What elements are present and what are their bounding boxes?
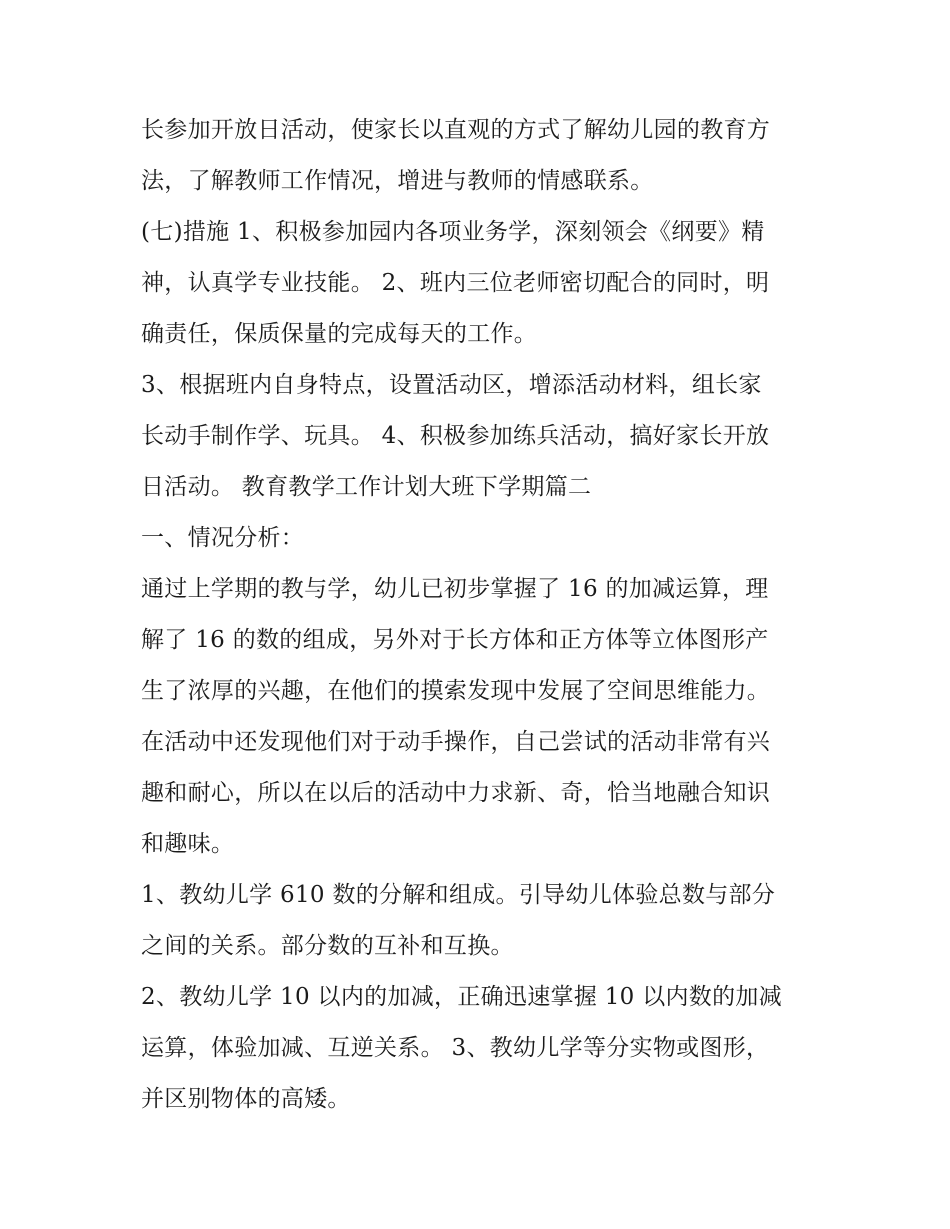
text-line: 确责任，保质保量的完成每天的工作。 (141, 321, 538, 347)
text-line: 法，了解教师工作情况，增进与教师的情感联系。 (141, 168, 654, 194)
text-line: 和趣味。 (141, 831, 235, 857)
text-line: 运算，体验加减、互逆关系。 3、教幼儿学等分实物或图形， (141, 1035, 770, 1061)
text-line: 趣和耐心，所以在以后的活动中力求新、奇，恰当地融合知识 (141, 780, 771, 806)
text-line: 之间的关系。部分数的互补和互换。 (141, 933, 514, 959)
text-line: 1、教幼儿学 610 数的分解和组成。引导幼儿体验总数与部分 (141, 882, 776, 908)
section-heading: 一、情况分析： (141, 525, 305, 551)
text-line: 2、教幼儿学 10 以内的加减，正确迅速掌握 10 以内数的加减 (141, 984, 783, 1010)
text-line: 解了 16 的数的组成，另外对于长方体和正方体等立体图形产 (141, 627, 769, 653)
text-line: 在活动中还发现他们对于动手操作，自己尝试的活动非常有兴 (141, 729, 771, 755)
text-line: 生了浓厚的兴趣，在他们的摸索发现中发展了空间思维能力。 (141, 678, 771, 704)
text-line: 并区别物体的高矮。 (141, 1086, 351, 1112)
text-line: 3、根据班内自身特点，设置活动区，增添活动材料，组长家 (141, 372, 762, 398)
document-body (141, 105, 821, 1125)
text-line: 日活动。 教育教学工作计划大班下学期篇二 (141, 474, 592, 500)
text-line: 神，认真学专业技能。 2、班内三位老师密切配合的同时，明 (141, 270, 770, 296)
text-line: 长参加开放日活动，使家长以直观的方式了解幼儿园的教育方 (141, 117, 771, 143)
text-line: 通过上学期的教与学，幼儿已初步掌握了 16 的加减运算，理 (141, 576, 769, 602)
text-line: 长动手制作学、玩具。 4、积极参加练兵活动，搞好家长开放 (141, 423, 770, 449)
text-line: (七)措施 1、积极参加园内各项业务学，深刻领会《纲要》精 (141, 219, 765, 245)
